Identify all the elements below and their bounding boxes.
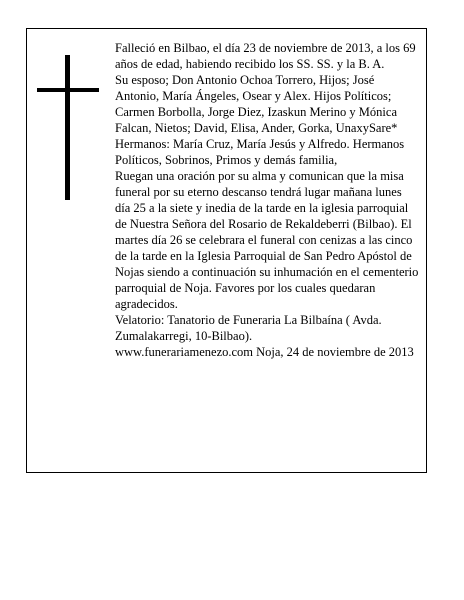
cross-vertical-bar <box>65 55 70 200</box>
funeral-details: Ruegan una oración por su alma y comunican que la misa funeral por su eterno descanso tendrá lugar mañana lunes día 25 a la siete y inedia de la tarde en la iglesia parroquial de Nuestra Señora del Rosario de Rekaldeberri (Bilbao). El martes día 26 se celebrara el funeral con cenizas a las cinco de la tarde en la Iglesia Parroquial de San Pedro Apóstol de Nojas siendo a continuación su inhumación en el cementerio parroquial de Noja. Favores por los cuales quedaran agradecidos. <box>115 169 419 311</box>
death-announcement: Falleció en Bilbao, el día 23 de noviembre de 2013, a los 69 años de edad, habiendo recibido los SS. SS. y la B. A. <box>115 41 416 71</box>
obituary-notice <box>26 28 427 473</box>
notice-body <box>115 40 419 360</box>
latin-cross-icon <box>37 55 99 200</box>
website-and-date: www.funerariamenezo.com Noja, 24 de noviembre de 2013 <box>115 345 414 359</box>
wake-location: Velatorio: Tanatorio de Funeraria La Bilbaína ( Avda. Zumalakarregi, 10-Bilbao). <box>115 313 382 343</box>
cross-horizontal-bar <box>37 88 99 92</box>
family-list: Su esposo; Don Antonio Ochoa Torrero, Hijos; José Antonio, María Ángeles, Osear y Alex. Hijos Políticos; Carmen Borbolla, Jorge Diez, Izaskun Merino y Mónica Falcan, Nietos; David, Elisa, Ander, Gorka, UnaxySare* Hermanos: María Cruz, María Jesús y Alfredo. Hermanos Políticos, Sobrinos, Primos y demás familia, <box>115 73 405 167</box>
